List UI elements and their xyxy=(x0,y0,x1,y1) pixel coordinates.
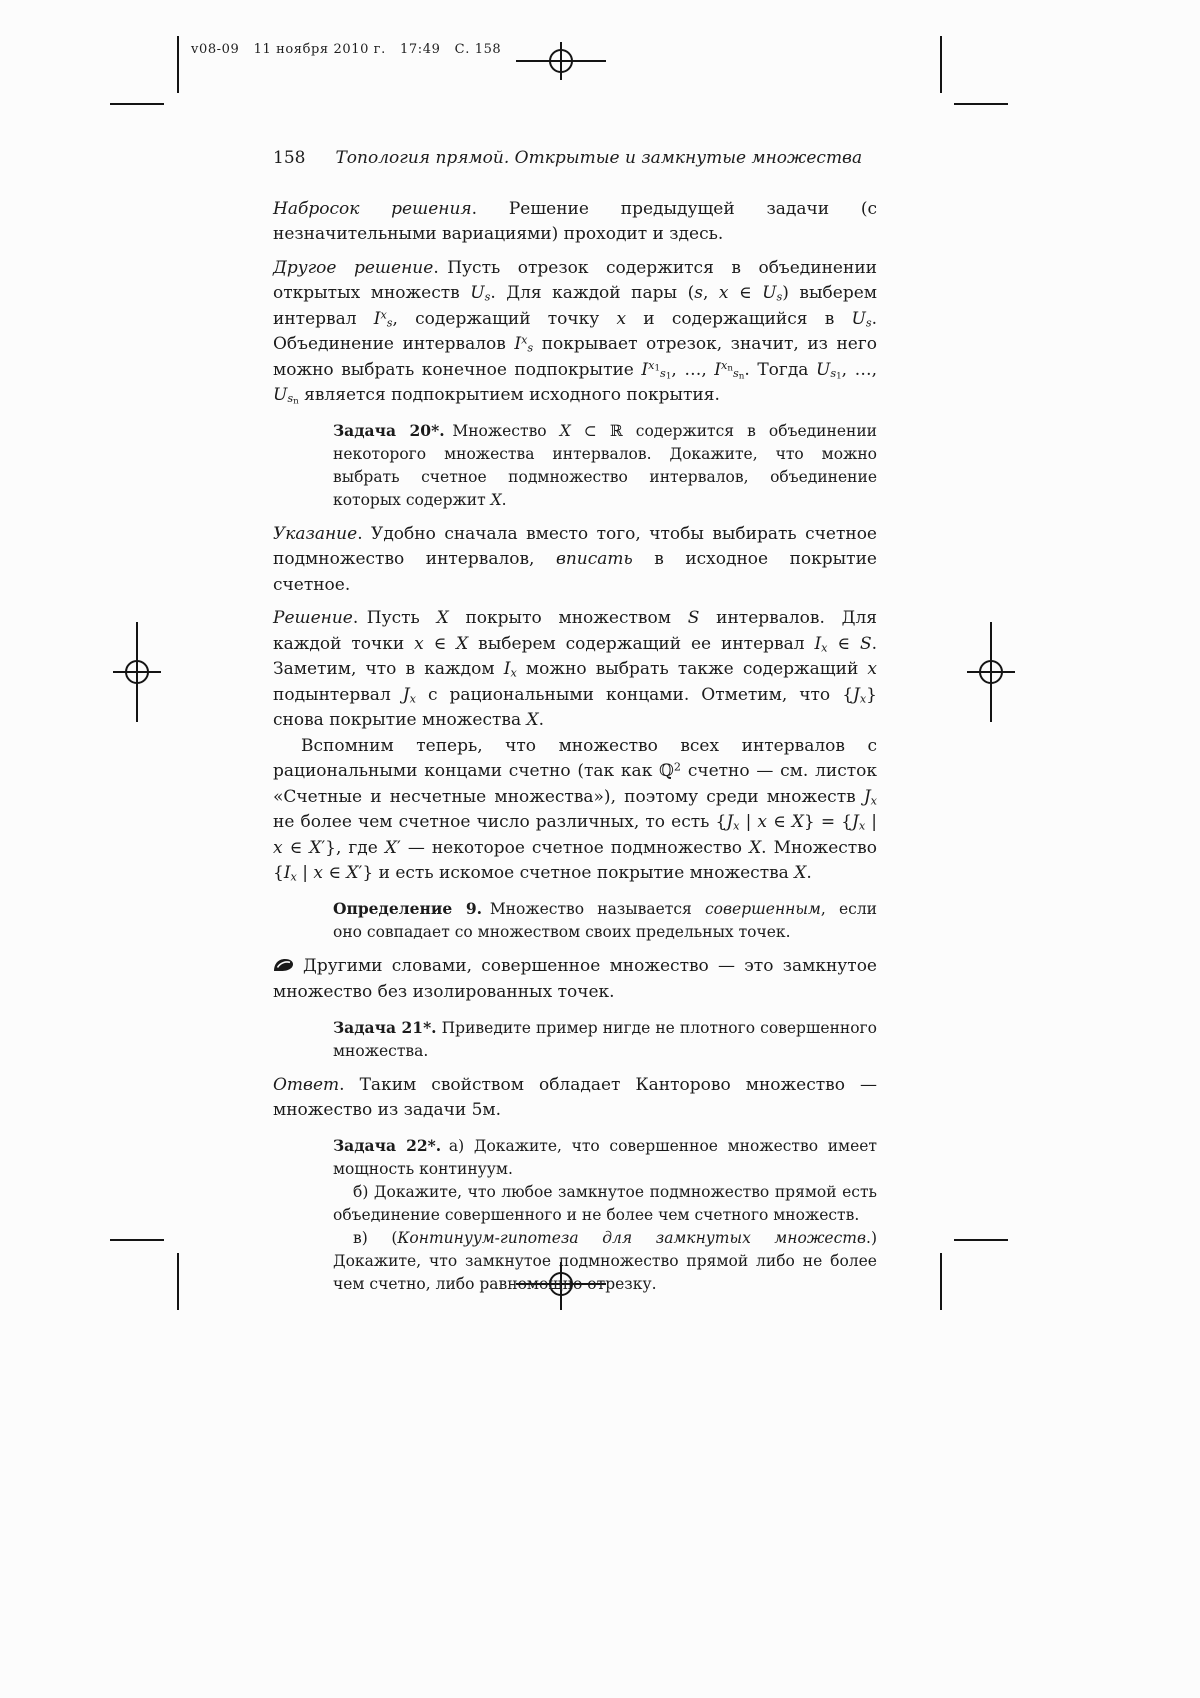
task-20-text: Задача 20*. Множество X ⊂ ℝ содержится в объединении некоторого множества интервалов. Докажите, что можно выбрать счетное подмножество интервалов, объединение которых содержит X. xyxy=(333,420,877,509)
paragraph-recall: Вспомним теперь, что множество всех интервалов с рациональными концами счетно (так как ℚ$^2$ счетно — см. листок «Счетные и несчетные множества»), поэтому среди множеств $J_x$ не более чем счетное число различных, то есть {$J_x$ | x ∈ $X\} = \{J_x$ | x ∈ X′}, где X′ — некоторое счетное подмножество X. Множество {$I_x$ | x ∈ X′} и есть искомое счетное покрытие множества X. xyxy=(273,735,877,884)
paragraph-answer: Ответ. Таким свойством обладает Канторово множество — множество из задачи 5м. xyxy=(273,1074,877,1120)
crop-mark-top-right-bar xyxy=(940,36,942,93)
paragraph-solution-sketch: Набросок решения. Решение предыдущей задачи (с незначительными вариациями) проходит и здесь. xyxy=(273,198,877,244)
registration-ring xyxy=(125,660,149,684)
paragraph-other-solution: Другое решение. Пусть отрезок содержится в объединении открытых множеств $U_s$. Для каждой пары (s, x ∈ $U_s$) выберем интервал $I^x_s$, содержащий точку x и содержащийся в $U_s$. Объединение интервалов $I^x_s$ покрывает отрезок, значит, из него можно выбрать конечное подпокрытие $I^{x_1}_{s_1}$, …, $I^{x_n}_{s_n}$. Тогда $U_{s_1}$, …, $U_{s_n}$ является подпокрытием исходного покрытия. xyxy=(273,257,878,407)
crop-mark-bottom-left-bar xyxy=(177,1253,179,1310)
crop-tick-lower-right xyxy=(954,1239,1008,1241)
task-22-block xyxy=(333,1134,877,1296)
paragraph-remark xyxy=(273,954,877,1006)
definition-9-text: Определение 9. Множество называется совершенным, если оно совпадает со множеством своих предельных точек. xyxy=(333,898,878,941)
paragraph-hint: Указание. Удобно сначала вместо того, чтобы выбирать счетное подмножество интервалов, вписать в исходное покрытие счетное. xyxy=(273,523,877,595)
task-22-item-a: Задача 22*. а) Докажите, что совершенное множество имеет мощность континуум. xyxy=(333,1135,878,1178)
page-content xyxy=(273,146,877,1306)
remark-text: Другими словами, совершенное множество — это замкнутое множество без изолированных точек. xyxy=(273,955,877,1002)
registration-ring xyxy=(979,660,1003,684)
paragraph-solution: Решение. Пусть X покрыто множеством S интервалов. Для каждой точки x ∈ X выберем содержащий ее интервал $I_x$ ∈ S. Заметим, что в каждом $I_x$ можно выбрать также содержащий x подынтервал $J_x$ с рациональными концами. Отметим, что $\{J_x\}$ снова покрытие множества X. xyxy=(273,608,878,730)
page-number: 158 xyxy=(273,148,306,168)
crop-tick-upper-left xyxy=(110,103,164,105)
task-21-block xyxy=(333,1016,877,1063)
task-22-item-c: в) (Континуум-гипотеза для замкнутых множеств.) Докажите, что замкнутое подмножество прямой либо не более чем счетно, либо равномощно отрезку. xyxy=(333,1228,877,1293)
print-slug-line: v08-09 11 ноября 2010 г. 17:49 С. 158 xyxy=(191,42,502,57)
pen-nib-icon xyxy=(273,955,294,981)
crop-mark-top-left-bar xyxy=(177,36,179,93)
task-21-text: Задача 21*. Приведите пример нигде не плотного совершенного множества. xyxy=(333,1017,878,1060)
running-head xyxy=(273,146,877,172)
running-title: Топология прямой. Открытые и замкнутые множества xyxy=(335,148,863,168)
crop-mark-bottom-right-bar xyxy=(940,1253,942,1310)
crop-tick-lower-left xyxy=(110,1239,164,1241)
definition-9-block xyxy=(333,897,877,944)
registration-ring xyxy=(549,49,573,73)
task-22-item-b: б) Докажите, что любое замкнутое подмножество прямой есть объединение совершенного и не более чем счетного множеств. xyxy=(333,1182,877,1224)
task-20-block xyxy=(333,419,877,512)
crop-tick-upper-right xyxy=(954,103,1008,105)
